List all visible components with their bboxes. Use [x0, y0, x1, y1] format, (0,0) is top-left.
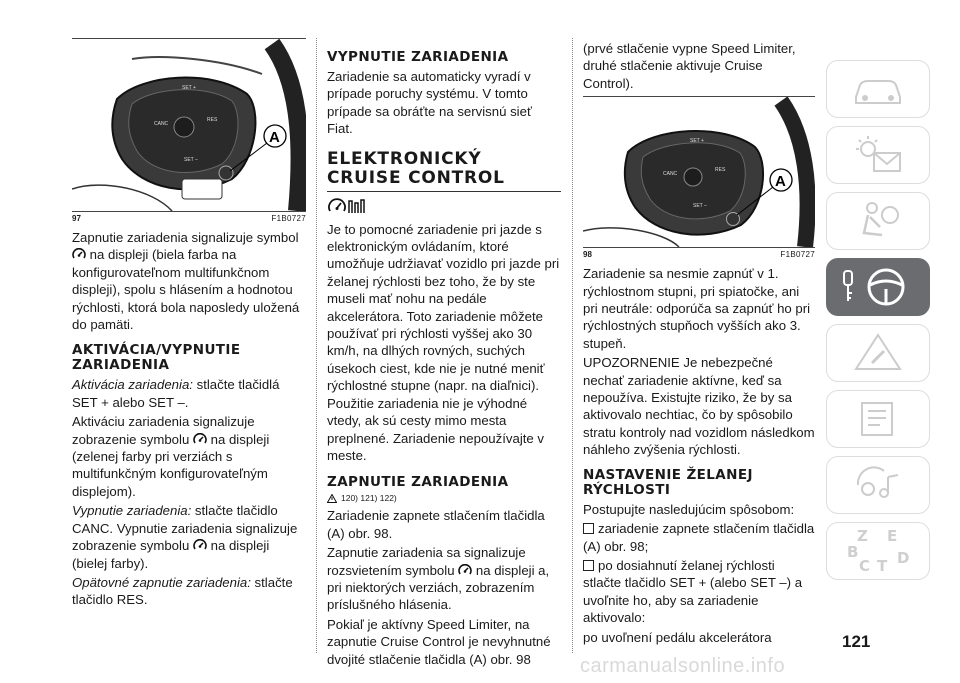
- figure-97: [72, 38, 306, 211]
- section-heading: ELEKTRONICKÝ CRUISE CONTROL: [327, 148, 505, 188]
- text: Opätovné zapnutie zariadenia:: [72, 574, 251, 590]
- chapter-tab-multimedia[interactable]: [826, 456, 930, 514]
- text: na displeji (biela farba na konfigurovateľnom multifunkčnom displeji), spolu s hlásením a hodnotou rýchlosti, ktorá bola naposledy uložená do pamäti.: [72, 247, 300, 333]
- canc-label: CANC: [154, 121, 169, 127]
- letter: C: [859, 557, 871, 575]
- text: zariadenie zapnete stlačením tlačidla (A) obr. 98;: [583, 521, 815, 554]
- set-plus-label: SET +: [182, 85, 196, 91]
- paragraph: po uvoľnení pedálu akcelerátora: [583, 629, 772, 645]
- text: na displeji (bielej farby).: [72, 538, 270, 571]
- figure-97-caption: [72, 211, 306, 229]
- letter: B: [847, 543, 859, 561]
- set-plus-label: SET +: [690, 138, 704, 145]
- text: stlačte tlačidlo RES.: [72, 574, 293, 608]
- cruise-control-icon: [193, 539, 207, 552]
- section-heading: ZAPNUTIE ZARIADENIA: [327, 474, 509, 491]
- steering-switch-illustration: [72, 39, 306, 211]
- column-2: [327, 38, 561, 670]
- sun-envelope-icon: [848, 133, 908, 177]
- res-label: RES: [207, 117, 218, 123]
- paragraph: [72, 502, 306, 572]
- text: Zapnutie zariadenia signalizuje symbol: [72, 230, 299, 245]
- figure-code: F1B0727: [271, 214, 306, 223]
- paragraph: Zariadenie sa nesmie zapnúť v 1. rýchlostnom stupni, pri spiatočke, ani pri neutrále: odporúča sa zapnúť ho pri rýchlostných stupňoch vyšších ako 3. stupeň.: [583, 266, 811, 351]
- steering-switch-illustration: [583, 97, 815, 247]
- page-number: 121: [842, 632, 871, 651]
- callout-a: A: [775, 173, 786, 191]
- letter: Z: [857, 527, 868, 545]
- warning-triangle-icon: [327, 494, 337, 503]
- paragraph: Pokiaľ je aktívny Speed Limiter, na zapnutie Cruise Control je nevyhnutné dvojité stlačenie tlačidla (A) obr. 98: [327, 616, 551, 667]
- section-heading: VYPNUTIE ZARIADENIA: [327, 49, 509, 65]
- text: Aktivácia zariadenia:: [72, 377, 193, 393]
- column-divider: [316, 38, 317, 653]
- chapter-tab-warning-lights[interactable]: [826, 126, 930, 184]
- chapter-tab-starting-driving[interactable]: [826, 258, 930, 316]
- chapter-tab-dashboard[interactable]: [826, 60, 930, 118]
- paragraph: [72, 376, 306, 411]
- figure-code: F1B0727: [780, 250, 815, 260]
- reference-numbers: 120) 121) 122): [341, 493, 397, 504]
- cruise-control-icon: [72, 248, 86, 261]
- text: na displeji (zelenej farby pri verziách s multifunkčným konfigurovateľným displejom).: [72, 431, 270, 499]
- text: Vypnutie zariadenia:: [72, 503, 192, 519]
- set-minus-label: SET –: [693, 203, 707, 210]
- paragraph: Zariadenie zapnete stlačením tlačidla (A) obr. 98.: [327, 508, 545, 541]
- multimedia-icon: [848, 463, 908, 507]
- paragraph: Je to pomocné zariadenie pri jazde s elektronickým ovládaním, ktoré umožňuje udržiavať vozidlo pri jazde pri želanej rýchlosti bez toho, že by ste museli mať nohu na pedále akcelerátora. Toto zariadenie môžete používať pri rýchlosti vyššej ako 30 km/h, na dlhých rovných, suchých úsekoch ciest, kde nie je nutné meniť rýchlostné stupne (napr. na diaľnici). Použitie zariadenia nie je výhodné vtedy, ak sú cesty mimo mesta preplnené. Zariadenie nepoužívajte v meste.: [327, 221, 560, 463]
- column-divider: [572, 38, 573, 653]
- letter: E: [887, 527, 898, 545]
- text: stlačte tlačidlo CANC. Vypnutie zariadenia signalizuje zobrazenie symbolu: [72, 503, 298, 554]
- chapter-tab-maintenance[interactable]: [826, 390, 930, 448]
- text: Aktiváciu zariadenia signalizuje zobrazenie symbolu: [72, 414, 255, 447]
- alphabet-index-icon: [843, 527, 913, 575]
- column-1: [72, 38, 306, 611]
- text: na displeji a, pri niektorých verziách, zobrazením príslušného hlásenia.: [327, 562, 550, 613]
- paragraph: [72, 413, 306, 500]
- set-minus-label: SET –: [184, 157, 198, 163]
- paragraph: Postupujte nasledujúcim spôsobom:: [583, 501, 795, 517]
- chapter-tab-safety[interactable]: [826, 192, 930, 250]
- figure-number: 97: [72, 214, 81, 223]
- paragraph: [72, 574, 306, 609]
- maintenance-list-icon: [848, 397, 908, 441]
- letter: T: [877, 557, 888, 575]
- res-label: RES: [715, 167, 726, 174]
- text: po dosiahnutí želanej rýchlosti stlačte tlačidlo SET + (alebo SET –) a uvoľnite ho, aby sa zariadenie aktivovalo:: [583, 557, 803, 626]
- bullet-item: [583, 557, 815, 627]
- figure-number: 98: [583, 250, 592, 260]
- figure-98-caption: [583, 247, 815, 265]
- airbag-seat-icon: [848, 199, 908, 243]
- key-steering-wheel-icon: [838, 263, 918, 311]
- paragraph: [72, 229, 306, 333]
- paragraph: (prvé stlačenie vypne Speed Limiter, druhé stlačenie aktivuje Cruise Control).: [583, 41, 796, 91]
- paragraph: [327, 544, 561, 614]
- chapter-tab-emergency[interactable]: [826, 324, 930, 382]
- letter: D: [897, 549, 910, 567]
- figure-98: [583, 96, 815, 247]
- chapter-sidebar: [826, 60, 934, 588]
- paragraph: Zariadenie sa automaticky vyradí v prípade poruchy systému. V tomto prípade sa obráťte na servisnú sieť Fiat.: [327, 69, 532, 137]
- cruise-control-icon: [193, 433, 207, 446]
- text: Zapnutie zariadenia sa signalizuje rozsvietením symbolu: [327, 545, 526, 578]
- paragraph: UPOZORNENIE Je nebezpečné nechať zariadenie aktívne, keď sa nepoužíva. Existujte riziko, že by sa aktivovalo nechtiac, čo by spôsobilo stratu kontroly nad vozidlom následkom náhleho zvýšenia rýchlosti.: [583, 355, 815, 458]
- section-heading: NASTAVENIE ŽELANEJ RÝCHLOSTI: [583, 466, 753, 498]
- cruise-control-warning-icon: [327, 198, 371, 214]
- checkbox-bullet-icon: [583, 560, 594, 571]
- warning-symbol-row: [327, 198, 561, 219]
- car-icon: [848, 69, 908, 109]
- section-heading: AKTIVÁCIA/VYPNUTIE ZARIADENIA: [72, 342, 241, 374]
- heading-rule: [327, 191, 561, 192]
- warning-references: [327, 493, 561, 503]
- watermark: carmanualsonline.info: [580, 655, 786, 677]
- bullet-item: [583, 520, 815, 555]
- breakdown-icon: [848, 331, 908, 375]
- callout-a: A: [269, 129, 280, 146]
- canc-label: CANC: [663, 171, 678, 178]
- text: stlačte tlačidlá SET + alebo SET –.: [72, 377, 280, 410]
- cruise-control-icon: [458, 564, 472, 577]
- chapter-tab-index[interactable]: [826, 522, 930, 580]
- checkbox-bullet-icon: [583, 523, 594, 534]
- column-3: [583, 40, 815, 648]
